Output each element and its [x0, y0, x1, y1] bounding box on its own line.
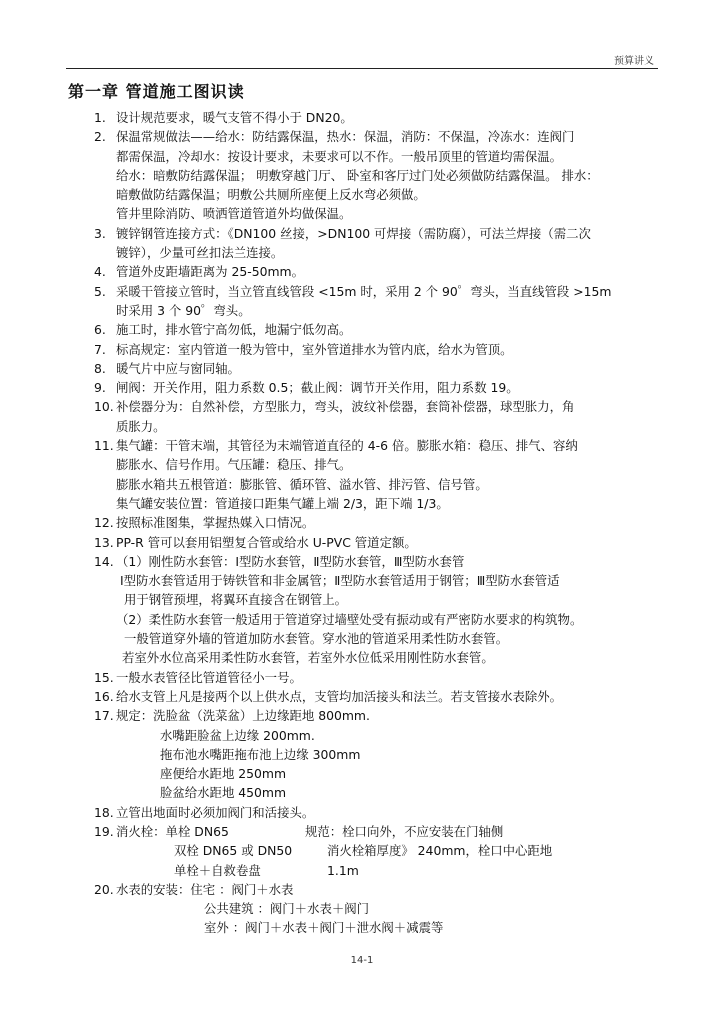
item-number: 2. [94, 129, 106, 145]
item-number: 13. [94, 534, 114, 550]
list-item [94, 706, 664, 725]
item-continuation: 座便给水距地 250mm [160, 766, 287, 782]
list-item [94, 687, 664, 706]
item-number: 10. [94, 399, 114, 415]
item-text: 消火栓：单栓 DN65 [116, 823, 229, 839]
item-continuation [94, 861, 664, 880]
item-text: 规定：洗脸盆（洗菜盆）上边缘距地 800mm. [116, 708, 370, 724]
item-number: 16. [94, 688, 114, 704]
list-item [94, 127, 664, 146]
item-number: 7. [94, 341, 106, 357]
document-body [94, 108, 664, 938]
list-item [94, 533, 664, 552]
item-continuation: 给水：暗敷防结露保温； 明敷穿越门厅、 卧室和客厅过门处必须做防结露保温。 排水： [116, 167, 599, 183]
list-item [94, 397, 664, 416]
item-continuation: 室外 ：阀门＋水表＋阀门＋泄水阀＋减震等 [204, 920, 444, 936]
item-number: 6. [94, 322, 106, 338]
item-number: 15. [94, 669, 114, 685]
item-continuation: 膨胀水、信号作用。气压罐：稳压、排气。 [116, 457, 352, 473]
item-text: 补偿器分为：自然补偿，方型胀力，弯头，波纹补偿器，套筒补偿器，球型胀力，角 [116, 399, 575, 415]
list-item [94, 436, 664, 455]
item-text: 标高规定：室内管道一般为管中，室外管道排水为管内底，给水为管顶。 [116, 341, 513, 357]
item-continuation: 集气罐安装位置：管道接口距集气罐上端 2/3，距下端 1/3。 [116, 495, 449, 511]
item-text: 双栓 DN65 或 DN50 [174, 843, 293, 859]
item-text: 管道外皮距墙距离为 25-50mm。 [116, 264, 304, 280]
item-continuation: 膨胀水箱共五根管道：膨胀管、循环管、溢水管、排污管、信号管。 [116, 476, 488, 492]
list-item [94, 282, 664, 301]
item-text: 设计规范要求，暖气支管不得小于 DN20。 [116, 110, 353, 125]
item-text: 立管出地面时必须加阀门和活接头。 [116, 804, 315, 820]
item-text: 单栓＋自救卷盘 [174, 862, 261, 878]
item-number: 18. [94, 804, 114, 820]
item-text: （1）刚性防水套管：Ⅰ型防水套管，Ⅱ型防水套管，Ⅲ型防水套管 [116, 553, 465, 569]
item-number: 17. [94, 708, 114, 724]
item-continuation: 拖布池水嘴距拖布池上边缘 300mm [160, 746, 361, 762]
list-item [94, 552, 664, 571]
item-continuation: 质胀力。 [116, 418, 166, 434]
item-text: 采暖干管接立管时，当立管直线管段 <15m 时，采用 2 个 90゜弯头，当直线管段 >15m [116, 283, 612, 299]
item-continuation: 管井里除消防、喷洒管道管道外均做保温。 [116, 206, 352, 222]
chapter-title: 第一章 管道施工图识读 [68, 82, 245, 101]
item-number: 12. [94, 515, 114, 531]
item-text: 水表的安装：住宅 ：阀门＋水表 [116, 881, 294, 897]
list-item [94, 513, 664, 532]
item-text: 给水支管上凡是接两个以上供水点，支管均加活接头和法兰。若支管接水表除外。 [116, 688, 563, 704]
item-continuation: Ⅰ型防水套管适用于铸铁管和非金属管；Ⅱ型防水套管适用于钢管；Ⅲ型防水套管适 [120, 573, 560, 589]
item-number: 11. [94, 438, 114, 454]
item-text: 集气罐：干管末端，其管径为末端管道直径的 4-6 倍。膨胀水箱：稳压、排气、容纳 [116, 438, 578, 454]
item-continuation: 暗敷做防结露保温；明敷公共厕所座便上反水弯必须做。 [116, 187, 426, 203]
header-divider [66, 68, 658, 69]
item-number: 20. [94, 881, 114, 897]
header-label: 预算讲义 [614, 56, 654, 67]
item-continuation: 一般管道穿外墙的管道加防水套管。穿水池的管道采用柔性防水套管。 [124, 631, 509, 647]
item-text: 施工时，排水管宁高勿低，地漏宁低勿高。 [116, 322, 352, 338]
item-number: 5. [94, 283, 106, 299]
list-item [94, 262, 664, 281]
item-text: PP-R 管可以套用铝塑复合管或给水 U-PVC 管道定额。 [116, 534, 417, 550]
item-continuation: 若室外水位高采用柔性防水套管，若室外水位低采用刚性防水套管。 [122, 650, 494, 666]
list-item [94, 822, 664, 841]
list-item [94, 668, 664, 687]
item-text: 镀锌钢管连接方式：《DN100 丝接，>DN100 可焊接（需防腐），可法兰焊接（需二次 [116, 225, 591, 241]
list-item [94, 359, 664, 378]
list-item [94, 340, 664, 359]
item-text: 按照标准图集，掌握热媒入口情况。 [116, 515, 315, 531]
list-item [94, 880, 664, 899]
item-text: 闸阀：开关作用，阻力系数 0.5；截止阀：调节开关作用，阻力系数 19。 [116, 380, 519, 396]
item-continuation: 水嘴距脸盆上边缘 200mm. [160, 727, 315, 743]
item-number: 19. [94, 823, 114, 839]
item-text: 暖气片中应与窗同轴。 [116, 360, 240, 376]
item-continuation: 时采用 3 个 90゜弯头。 [116, 302, 251, 318]
item-continuation: 脸盆给水距地 450mm [160, 785, 287, 801]
item-text: 消火栓箱厚度》 240mm，栓口中心距地 [327, 843, 553, 859]
list-item [94, 378, 664, 397]
item-continuation: 镀锌），少量可丝扣法兰连接。 [116, 245, 284, 261]
item-text: 1.1m [327, 862, 359, 878]
item-continuation: 公共建筑 ：阀门＋水表＋阀门 [204, 901, 370, 917]
item-continuation: 都需保温，冷却水：按设计要求，未要求可以不作。一般吊顶里的管道均需保温。 [116, 148, 563, 164]
list-item [94, 320, 664, 339]
item-continuation [94, 841, 664, 860]
item-text: 保温常规做法——给水：防结露保温，热水：保温，消防：不保温，冷冻水：连阀门 [116, 129, 575, 145]
item-number: 4. [94, 264, 106, 280]
item-number: 1. [94, 110, 106, 125]
page-number: 14-1 [350, 955, 374, 966]
item-number: 8. [94, 360, 106, 376]
item-continuation: （2）柔性防水套管一般适用于管道穿过墙壁处受有振动或有严密防水要求的构筑物。 [116, 611, 583, 627]
item-text: 规范：栓口向外，不应安装在门轴侧 [305, 823, 504, 839]
list-item [94, 108, 664, 127]
list-item [94, 224, 664, 243]
item-number: 3. [94, 225, 106, 241]
item-continuation: 用于钢管预埋，将翼环直接含在钢管上。 [124, 592, 348, 608]
item-text: 一般水表管径比管道管径小一号。 [116, 669, 302, 685]
list-item [94, 803, 664, 822]
item-number: 9. [94, 380, 106, 396]
item-number: 14. [94, 553, 114, 569]
